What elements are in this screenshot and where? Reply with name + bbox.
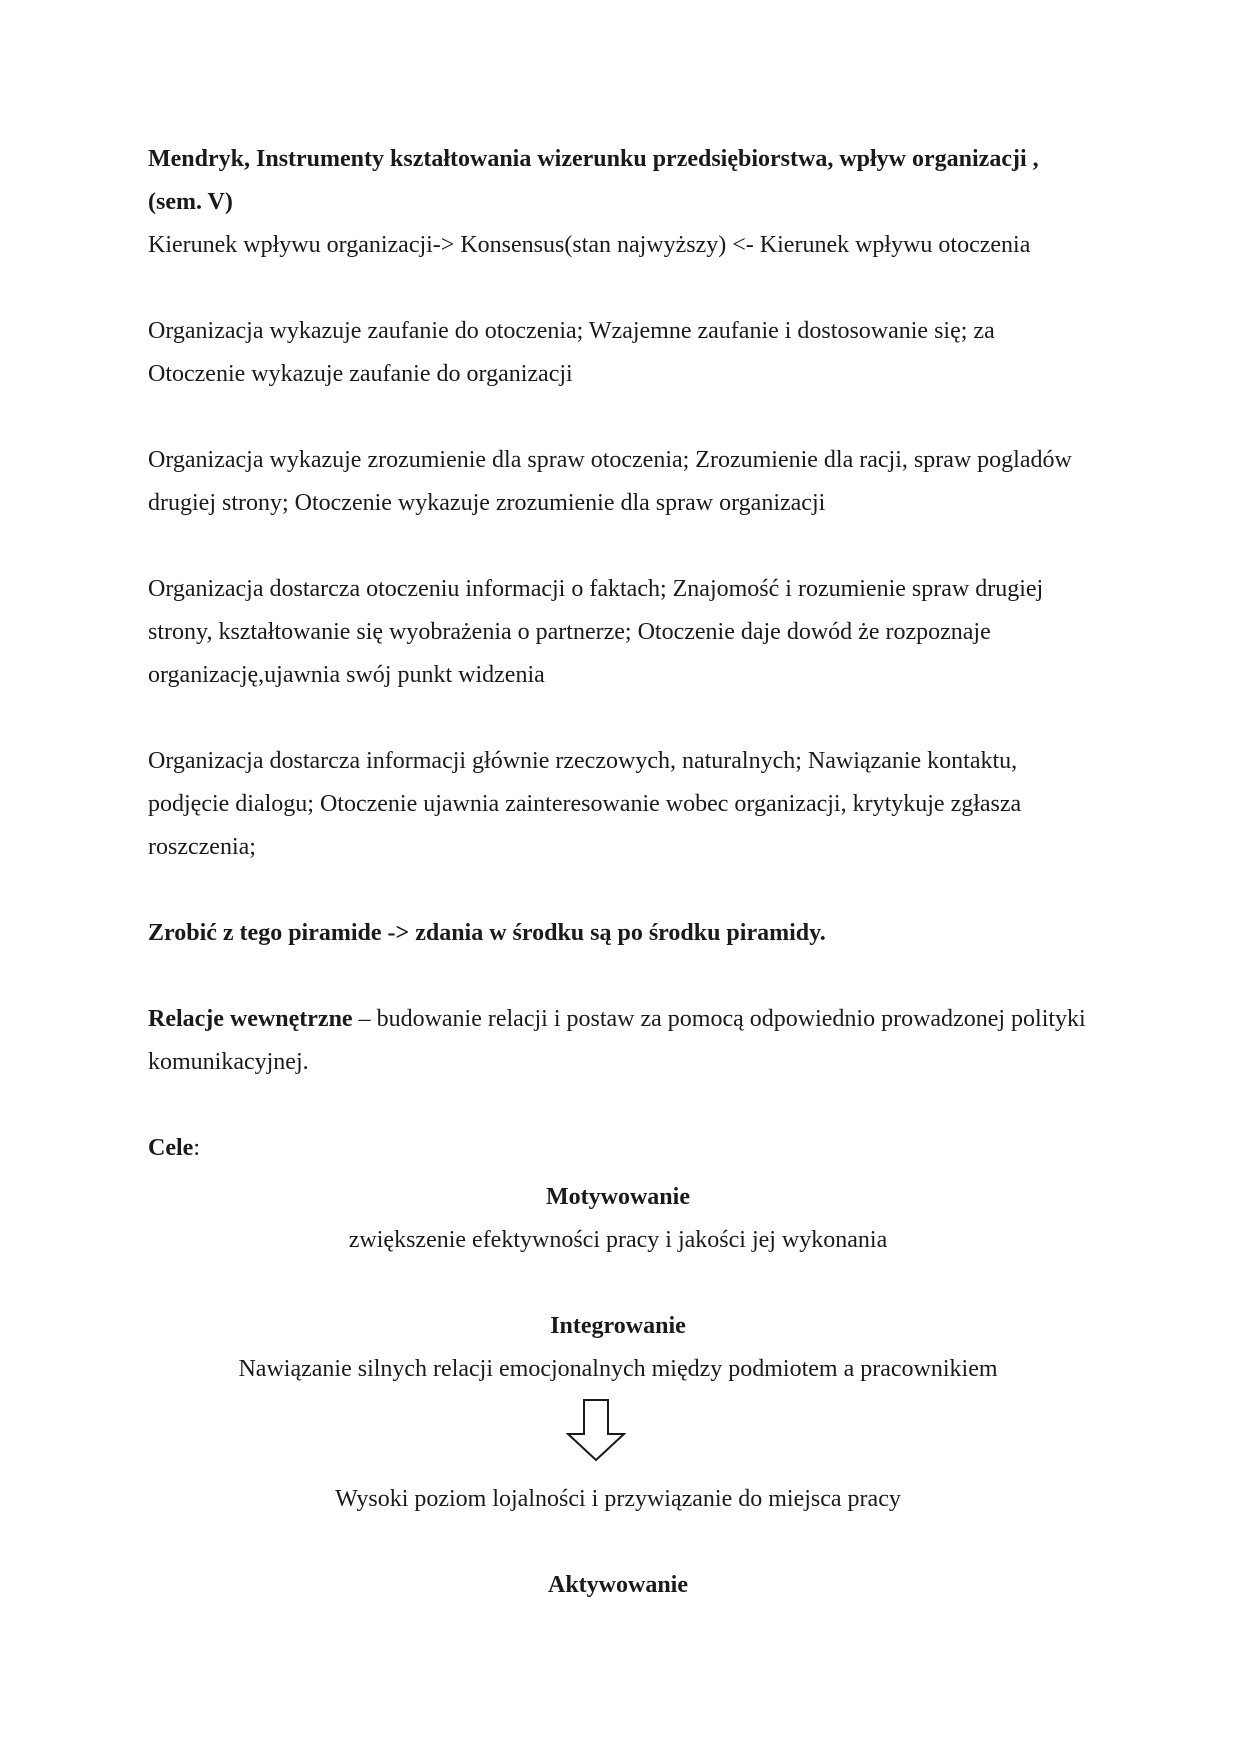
paragraph-understanding: Organizacja wykazuje zrozumienie dla spraw otoczenia; Zrozumienie dla racji, spraw pogladów drugiej strony; Otoczenie wykazuje zrozumienie dla spraw organizacji [148, 447, 1072, 516]
document-body [148, 138, 1088, 1170]
goals-label: Cele [148, 1135, 194, 1161]
spacer [148, 869, 1088, 912]
spacer [148, 525, 1088, 568]
goals-label-colon: : [193, 1135, 200, 1161]
spacer [148, 396, 1088, 439]
paragraph-trust: Organizacja wykazuje zaufanie do otoczenia; Wzajemne zaufanie i dostosowanie się; za Otoczenie wykazuje zaufanie do organizacji [148, 318, 995, 387]
spacer [148, 697, 1088, 740]
goal-integrating-result-text: Wysoki poziom lojalności i przywiązanie do miejsca pracy [335, 1486, 901, 1512]
internal-relations-term: Relacje wewnętrzne [148, 1006, 353, 1032]
goals-label-line [148, 1127, 1088, 1170]
paragraph-facts: Organizacja dostarcza otoczeniu informacji o faktach; Znajomość i rozumienie spraw drugiej strony, kształtowanie się wyobrażenia o partnerze; Otoczenie daje dowód że rozpoznaje organizację,ujawnia swój punkt widzenia [148, 576, 1044, 688]
internal-relations-paragraph [148, 998, 1088, 1084]
goal-motivating [148, 1176, 1088, 1262]
goal-integrating [148, 1305, 1088, 1391]
goal-activating [148, 1564, 1088, 1607]
spacer [148, 955, 1088, 998]
pyramid-note: Zrobić z tego piramide -> zdania w środku są po środku piramidy. [148, 920, 826, 946]
spacer [148, 1084, 1088, 1127]
goal-integrating-heading: Integrowanie [550, 1313, 686, 1339]
paragraph-contact: Organizacja dostarcza informacji głównie rzeczowych, naturalnych; Nawiązanie kontaktu, podjęcie dialogu; Otoczenie ujawnia zainteresowanie wobec organizacji, krytykuje zgłasza roszczenia; [148, 748, 1022, 860]
goal-motivating-heading: Motywowanie [546, 1184, 690, 1210]
goal-integrating-desc: Nawiązanie silnych relacji emocjonalnych między podmiotem a pracownikiem [238, 1356, 998, 1382]
spacer [148, 267, 1088, 310]
down-arrow-outline-icon [566, 1398, 626, 1462]
document-title: Mendryk, Instrumenty kształtowania wizerunku przedsiębiorstwa, wpływ organizacji ,(sem. V) [148, 146, 1039, 215]
goal-integrating-result [148, 1478, 1088, 1521]
internal-relations-definition: – budowanie relacji i postaw za pomocą odpowiednio prowadzonej polityki komunikacyjnej. [148, 1006, 1086, 1075]
goal-activating-heading: Aktywowanie [547, 1572, 688, 1598]
influence-direction-line: Kierunek wpływu organizacji-> Konsensus(stan najwyższy) <- Kierunek wpływu otoczenia [148, 232, 1031, 258]
goal-motivating-desc: zwiększenie efektywności pracy i jakości jej wykonania [348, 1227, 888, 1253]
